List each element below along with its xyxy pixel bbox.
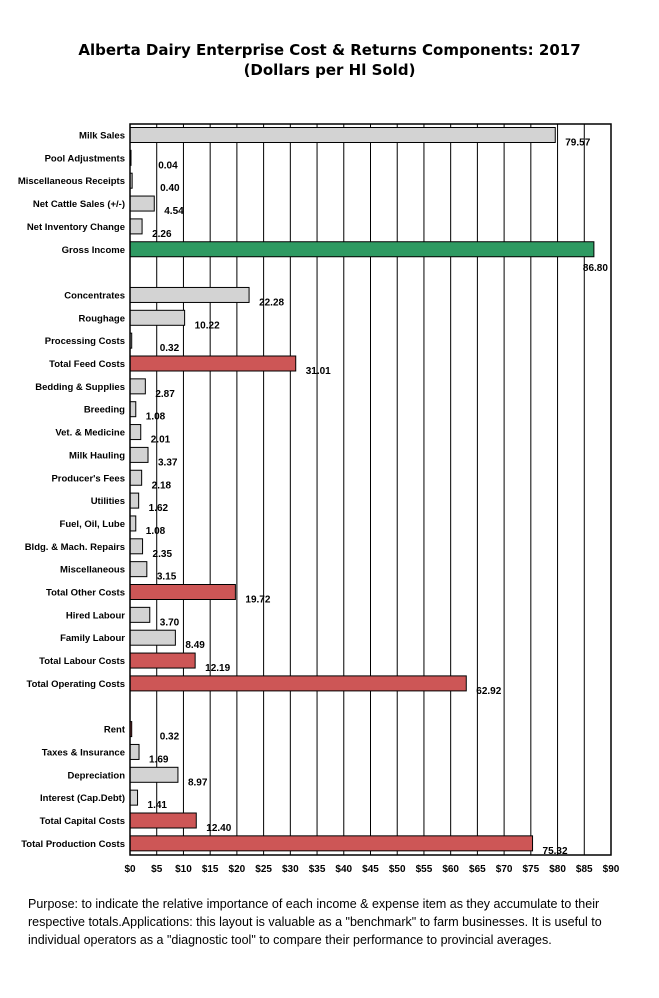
grid-layer [157, 124, 585, 855]
data-label: 2.35 [152, 548, 173, 560]
data-label: 12.40 [206, 823, 232, 834]
bar-roughage [130, 310, 185, 325]
data-label: 10.22 [194, 320, 220, 332]
category-label: Bldg. & Mach. Repairs [24, 541, 125, 553]
data-label: 1.41 [147, 800, 168, 812]
data-label: 62.92 [476, 685, 502, 697]
x-tick-label: $10 [175, 864, 192, 875]
data-label: 22.28 [259, 297, 285, 309]
x-tick-label: $80 [549, 864, 566, 875]
x-tick-label: $60 [442, 864, 460, 875]
category-label: Family Labour [60, 633, 125, 645]
x-tick-label: $50 [388, 864, 406, 875]
category-label: Breeding [83, 404, 125, 416]
category-label: Total Production Costs [21, 838, 125, 850]
category-label: Interest (Cap.Debt) [40, 793, 125, 805]
chart-subtitle: (Dollars per Hl Sold) [243, 61, 416, 79]
footnote-text: Purpose: to indicate the relative importance of each income & expense item as they accumulate to their respective totals.Applications: this layout is valuable as a "benchmark" to farm businesses. It is useful to individual operators as a "diagnostic tool" to compare their performance to provincial averages. [28, 897, 602, 947]
data-label: 79.57 [565, 137, 591, 149]
bar-breeding [130, 402, 136, 417]
bar-depreciation [130, 767, 178, 782]
bar-milk-hauling [130, 447, 148, 462]
bar-concentrates [130, 287, 249, 302]
data-label: 0.32 [159, 731, 180, 743]
bar-interest-cap-debt [130, 790, 138, 805]
bar-milk-sales [130, 128, 555, 143]
bar-hired-labour [130, 607, 150, 622]
data-label: 12.19 [205, 663, 231, 675]
x-tick-label: $0 [124, 864, 136, 875]
data-label: 31.01 [305, 366, 331, 377]
category-label: Total Operating Costs [26, 678, 125, 690]
category-label: Roughage [78, 313, 125, 325]
bar-total-production-costs [130, 836, 533, 851]
data-label: 3.37 [158, 457, 178, 469]
data-label: 1.69 [149, 754, 169, 766]
data-label: 1.62 [148, 503, 169, 515]
category-label: Processing Costs [44, 336, 125, 348]
x-tick-label: $70 [495, 864, 513, 875]
category-label: Utilities [90, 496, 125, 508]
data-label: 8.49 [185, 640, 205, 652]
bar-taxes-insurance [130, 744, 139, 759]
bar-bedding-supplies [130, 379, 145, 394]
data-label: 1.08 [145, 411, 166, 423]
category-label: Taxes & Insurance [41, 747, 125, 759]
category-label: Bedding & Supplies [35, 381, 125, 393]
bar-bldg-mach-repairs [130, 539, 143, 554]
category-label: Vet. & Medicine [55, 427, 125, 439]
data-label: 2.18 [151, 480, 172, 492]
x-tick-label: $40 [335, 864, 353, 875]
bar-total-feed-costs [130, 356, 296, 371]
category-label: Depreciation [67, 770, 125, 782]
bar-fuel-oil-lube [130, 516, 136, 531]
data-label: 3.70 [159, 617, 180, 629]
x-tick-label: $35 [308, 864, 326, 875]
data-label: 19.72 [245, 594, 271, 606]
category-label: Gross Income [61, 244, 125, 256]
data-label: 3.15 [156, 571, 177, 583]
bar-net-inventory-change [130, 219, 142, 234]
x-tick-label: $45 [362, 864, 379, 875]
x-tick-label: $85 [575, 864, 593, 875]
data-label: 4.54 [164, 206, 184, 218]
category-label: Total Labour Costs [39, 656, 125, 668]
category-label: Total Capital Costs [39, 816, 125, 827]
data-label: 1.08 [145, 525, 166, 537]
data-label: 2.87 [155, 388, 175, 400]
bar-total-labour-costs [130, 653, 195, 668]
x-tick-label: $25 [255, 864, 272, 875]
bar-vet-medicine [130, 425, 141, 440]
bar-net-cattle-sales [130, 196, 154, 211]
x-tick-label: $75 [522, 864, 540, 875]
category-label: Pool Adjustments [44, 153, 125, 165]
data-label: 0.40 [160, 183, 180, 195]
category-label: Miscellaneous Receipts [17, 176, 125, 188]
category-label: Net Cattle Sales (+/-) [32, 199, 125, 211]
category-label: Total Other Costs [46, 587, 125, 599]
category-label: Milk Hauling [69, 450, 125, 462]
data-label: 75.32 [542, 845, 568, 857]
data-label: 2.26 [152, 228, 172, 240]
category-label: Hired Labour [65, 610, 125, 622]
x-tick-label: $30 [281, 864, 299, 875]
category-label: Fuel, Oil, Lube [59, 518, 125, 530]
data-label: 0.32 [159, 343, 180, 355]
x-tick-label: $20 [228, 864, 246, 875]
bar-total-operating-costs [130, 676, 466, 691]
bar-layer [130, 128, 594, 851]
data-label: 0.04 [158, 160, 178, 172]
bar-utilities [130, 493, 139, 508]
data-label: 86.80 [582, 262, 608, 274]
bar-total-other-costs [130, 585, 235, 600]
data-label: 8.97 [187, 777, 208, 789]
category-label: Concentrates [64, 290, 125, 302]
x-tick-label: $55 [415, 864, 433, 875]
x-tick-label: $5 [151, 864, 163, 875]
data-label: 2.01 [150, 434, 171, 446]
bar-producer-s-fees [130, 470, 142, 485]
category-label: Producer's Fees [51, 473, 125, 485]
category-label: Rent [103, 724, 125, 736]
bar-gross-income [130, 242, 594, 257]
tick-layer [124, 864, 619, 875]
category-label: Net Inventory Change [26, 221, 125, 233]
category-label: Miscellaneous [60, 564, 125, 576]
x-tick-label: $90 [602, 864, 620, 875]
x-tick-label: $65 [469, 864, 486, 875]
bar-family-labour [130, 630, 175, 645]
bar-total-capital-costs [130, 813, 196, 828]
label-layer [18, 131, 609, 857]
bar-miscellaneous [130, 562, 147, 577]
chart-title: Alberta Dairy Enterprise Cost & Returns Components: 2017 [78, 41, 581, 59]
category-label: Milk Sales [79, 130, 125, 142]
x-tick-label: $15 [201, 864, 219, 875]
category-label: Total Feed Costs [49, 359, 125, 370]
